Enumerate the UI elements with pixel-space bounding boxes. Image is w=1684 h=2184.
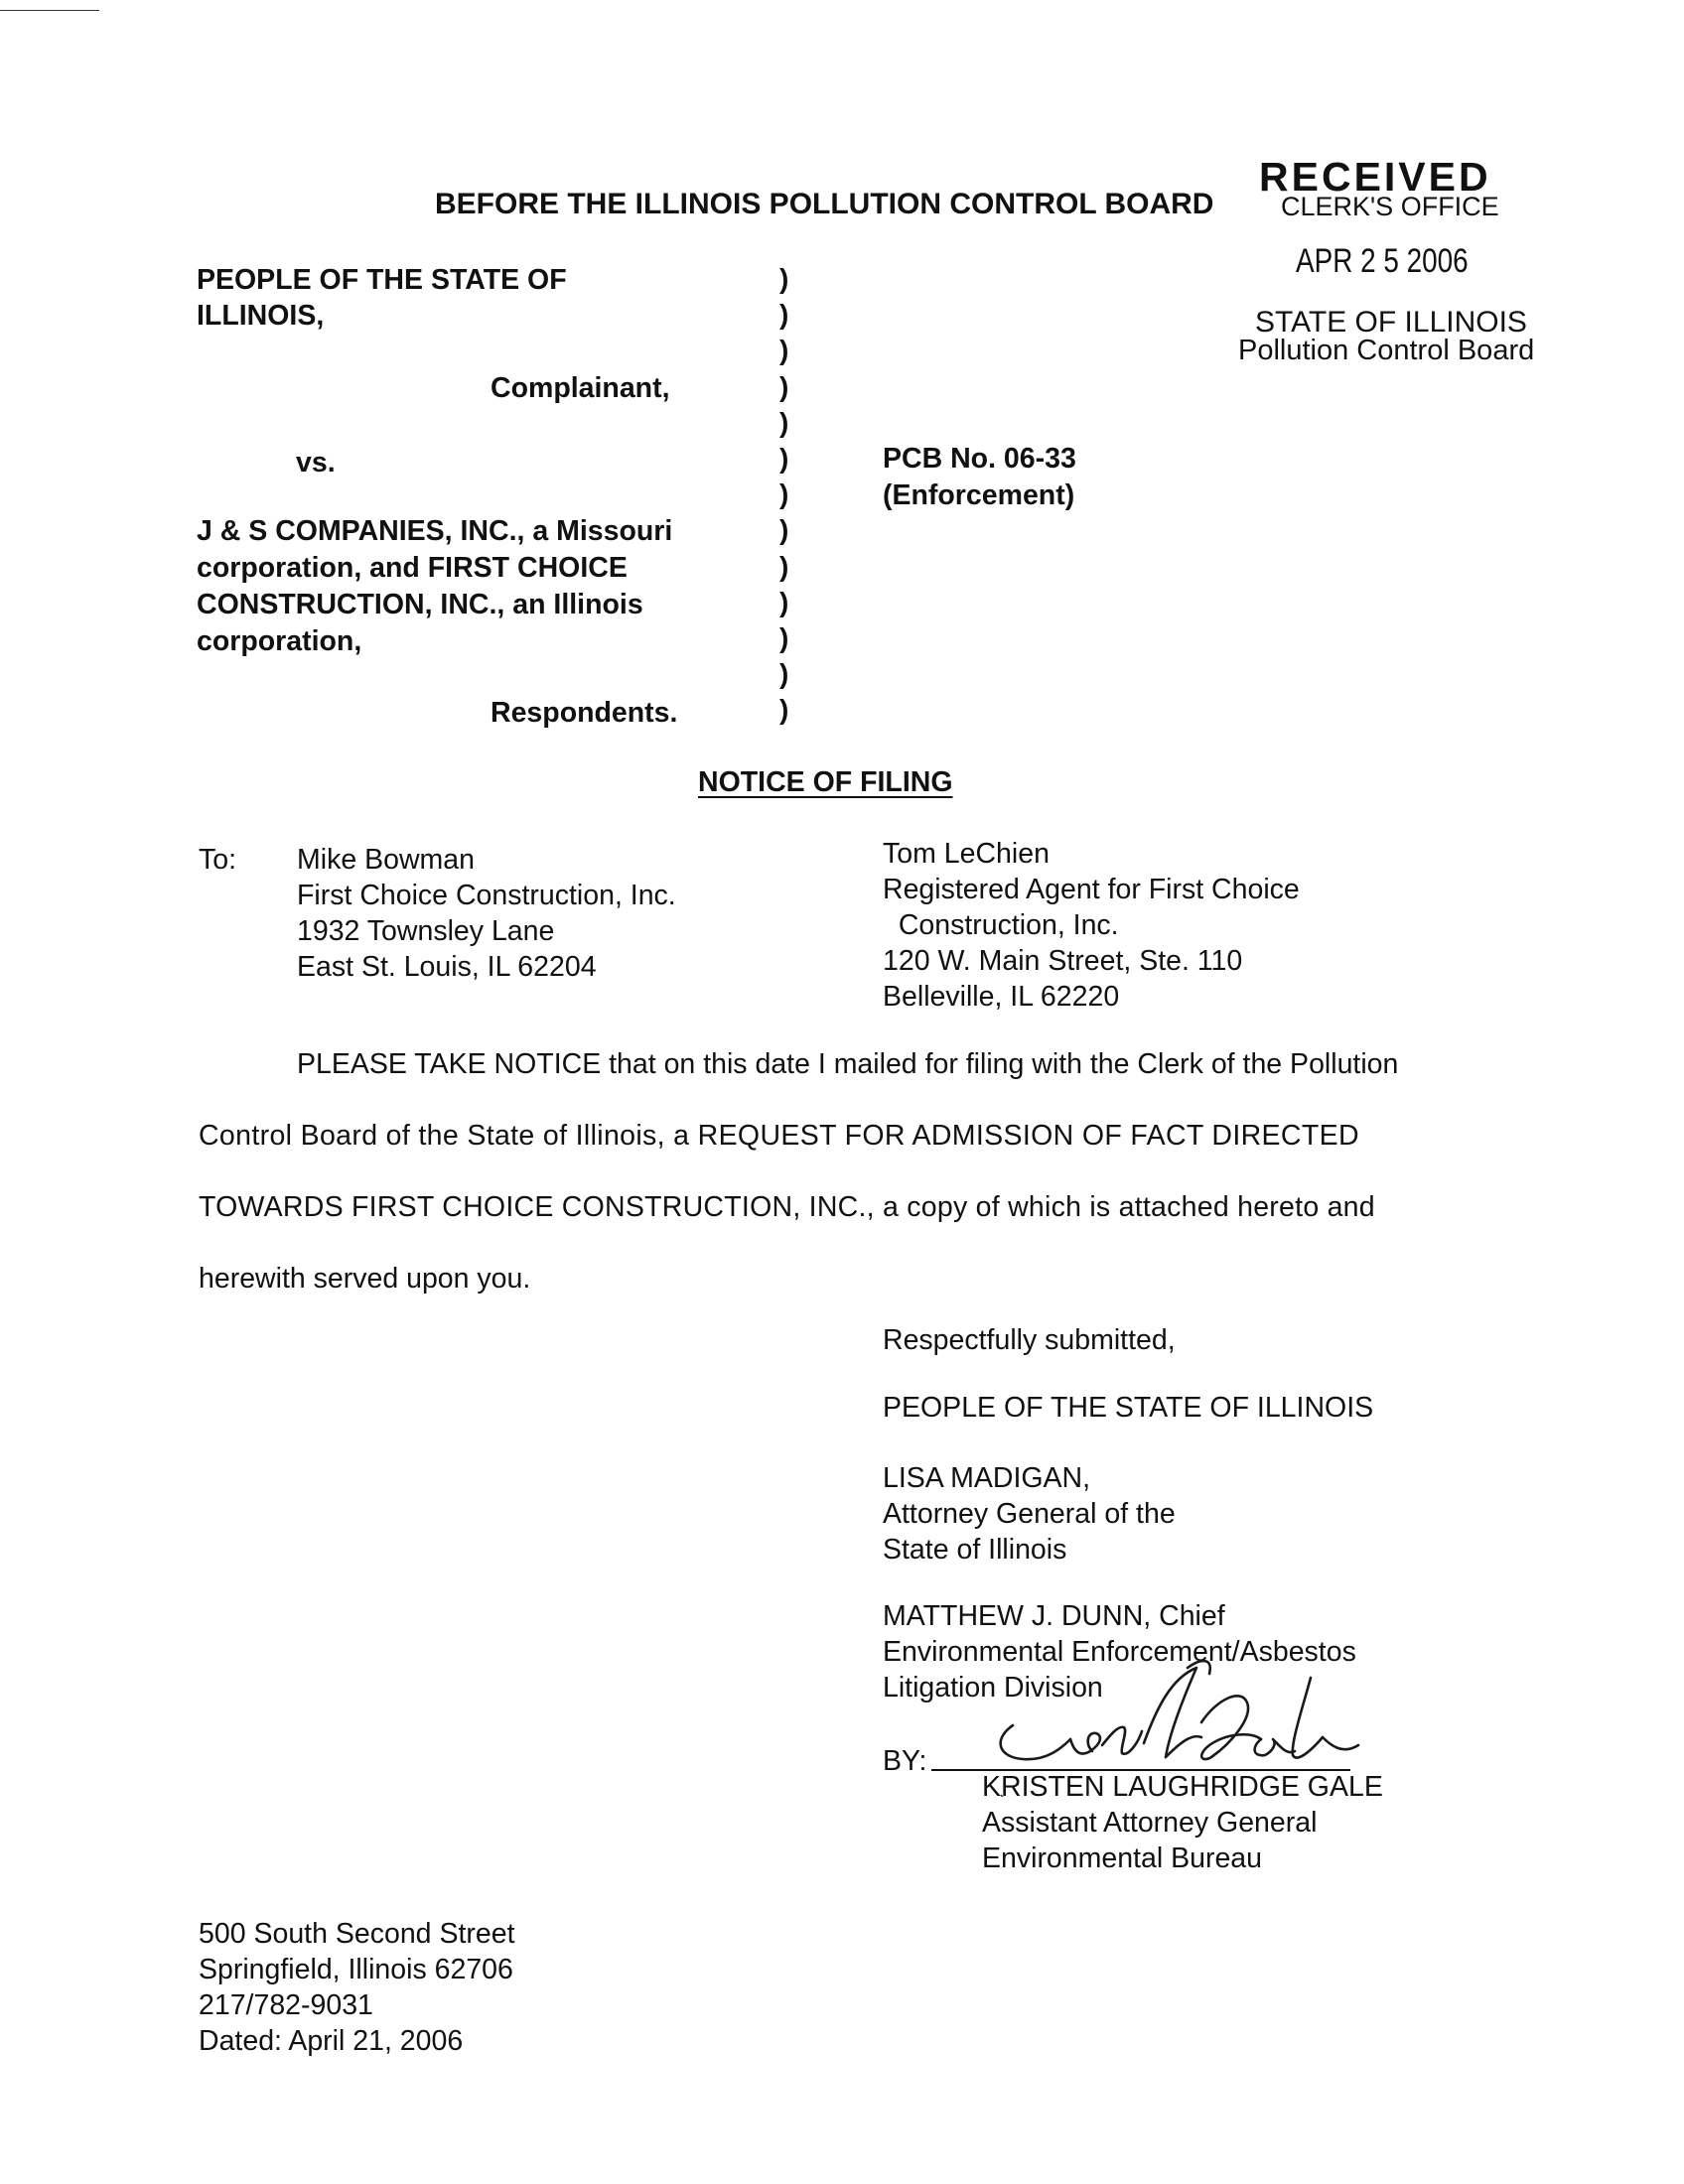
paren: ) (779, 299, 789, 331)
signer-title-2: Environmental Bureau (982, 1843, 1262, 1874)
recipient-2 (883, 836, 1300, 1015)
by-label: BY: (883, 1745, 927, 1777)
body-line-3: TOWARDS FIRST CHOICE CONSTRUCTION, INC., a copy of which is attached hereto and (199, 1191, 1375, 1223)
chief-title-2: Litigation Division (883, 1672, 1103, 1704)
respondent-line3: CONSTRUCTION, INC., an Illinois (197, 589, 643, 620)
paren: ) (779, 370, 789, 402)
complainant-label: Complainant, (491, 372, 670, 404)
paren: ) (779, 550, 789, 582)
plaintiff-line2: ILLINOIS, (197, 300, 325, 332)
signer-name: KRISTEN LAUGHRIDGE GALE (982, 1771, 1383, 1803)
paren: ) (779, 406, 789, 438)
phone-number: 217/782-9031 (199, 1989, 373, 2021)
stamp-date: APR 2 5 2006 (1296, 242, 1469, 280)
chief-name: MATTHEW J. DUNN, Chief (883, 1600, 1225, 1632)
attorney-general-block (883, 1460, 1176, 1568)
paren: ) (779, 514, 789, 546)
vs-label: vs. (296, 447, 336, 478)
recipient-1 (297, 842, 676, 985)
ag-title-2: State of Illinois (883, 1534, 1067, 1566)
paren: ) (779, 622, 789, 654)
respondent-line2: corporation, and FIRST CHOICE (197, 552, 628, 584)
recipient-2-line: Construction, Inc. (883, 909, 1119, 941)
paren: ) (779, 586, 789, 617)
recipient-1-line: Mike Bowman (297, 844, 475, 876)
plaintiff-line1: PEOPLE OF THE STATE OF (197, 264, 567, 296)
body-line-2: Control Board of the State of Illinois, a REQUEST FOR ADMISSION OF FACT DIRECTED (199, 1120, 1359, 1152)
body-line-1: PLEASE TAKE NOTICE that on this date I mailed for filing with the Clerk of the Pollution (297, 1048, 1399, 1080)
board-title: BEFORE THE ILLINOIS POLLUTION CONTROL BOARD (435, 188, 1214, 220)
recipient-2-line: Tom LeChien (883, 838, 1050, 870)
paren: ) (779, 694, 789, 726)
recipient-2-line: Registered Agent for First Choice (883, 874, 1300, 905)
clerks-office-stamp: CLERK'S OFFICE (1281, 192, 1499, 221)
chief-title-1: Environmental Enforcement/Asbestos (883, 1636, 1356, 1668)
recipient-1-line: East St. Louis, IL 62204 (297, 951, 597, 983)
dated-line: Dated: April 21, 2006 (199, 2025, 464, 2057)
ag-name: LISA MADIGAN, (883, 1462, 1091, 1494)
recipient-1-line: 1932 Townsley Lane (297, 915, 555, 947)
scan-mark (0, 10, 99, 11)
respondent-line4: corporation, (197, 625, 362, 657)
body-line-4: herewith served upon you. (199, 1263, 531, 1295)
signer-title-1: Assistant Attorney General (982, 1807, 1318, 1839)
respondent-line1: J & S COMPANIES, INC., a Missouri (197, 515, 673, 547)
stamp-state: STATE OF ILLINOIS (1255, 306, 1527, 339)
stamp-board: Pollution Control Board (1238, 335, 1535, 366)
notice-title: NOTICE OF FILING (698, 766, 953, 798)
case-number: PCB No. 06-33 (883, 443, 1076, 475)
people-of-state: PEOPLE OF THE STATE OF ILLINOIS (883, 1392, 1374, 1424)
paren: ) (779, 443, 789, 475)
paren: ) (779, 658, 789, 690)
address-line-2: Springfield, Illinois 62706 (199, 1954, 513, 1985)
paren: ) (779, 478, 789, 510)
ag-title-1: Attorney General of the (883, 1498, 1176, 1530)
paren: ) (779, 335, 789, 366)
respondents-label: Respondents. (491, 697, 678, 729)
signer-block (982, 1769, 1383, 1876)
caption-parens (779, 261, 799, 729)
recipient-2-line: 120 W. Main Street, Ste. 110 (883, 945, 1243, 977)
to-label: To: (199, 844, 237, 876)
paren: ) (779, 263, 789, 294)
respectfully-submitted: Respectfully submitted, (883, 1324, 1176, 1356)
recipient-1-line: First Choice Construction, Inc. (297, 880, 676, 911)
case-type: (Enforcement) (883, 479, 1075, 511)
recipient-2-line: Belleville, IL 62220 (883, 981, 1120, 1013)
address-line-1: 500 South Second Street (199, 1918, 515, 1950)
footer-address (199, 1916, 514, 2059)
received-stamp: RECEIVED (1259, 154, 1491, 200)
